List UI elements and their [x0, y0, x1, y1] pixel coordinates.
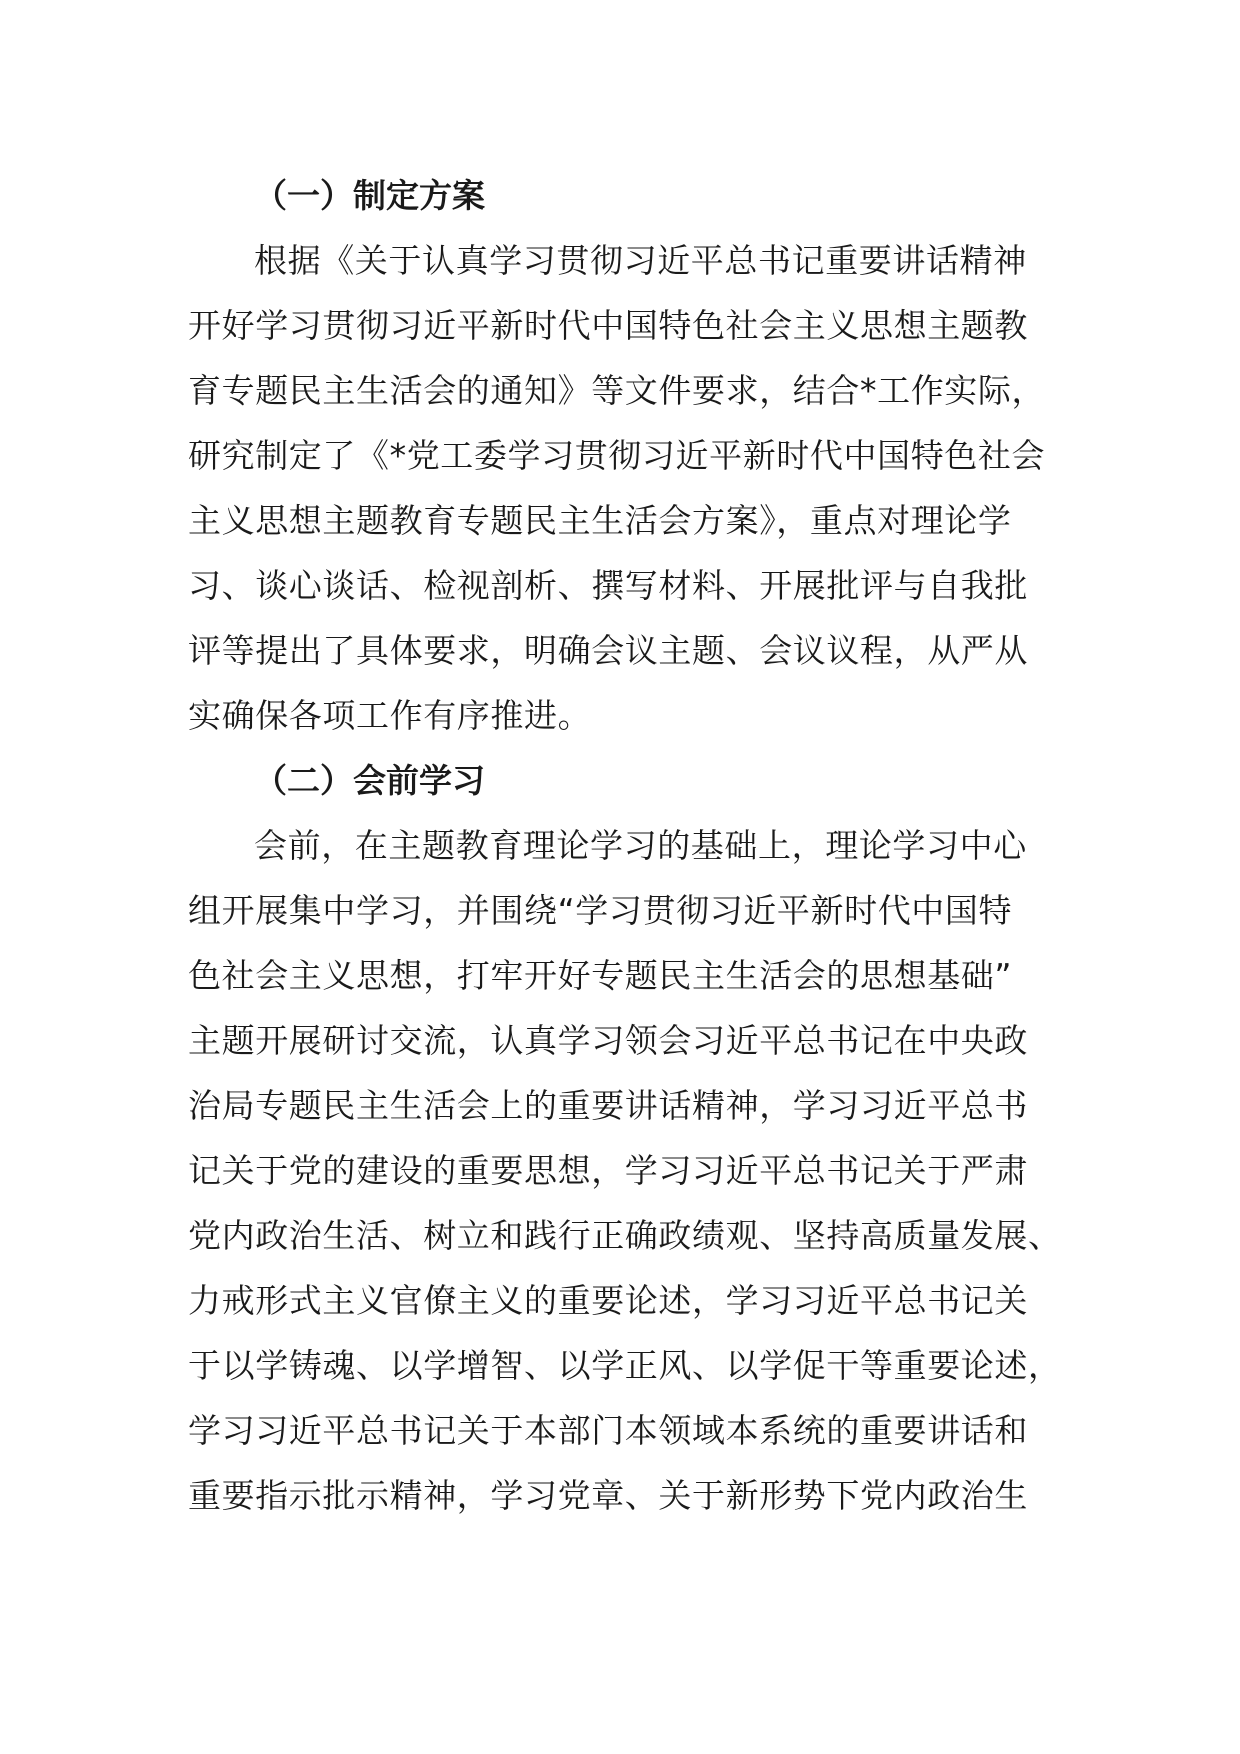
paragraph-line: 组开展集中学习，并围绕“学习贯彻习近平新时代中国特 — [188, 891, 1013, 930]
section-heading-1: （一）制定方案 — [254, 176, 485, 215]
paragraph-line: 育专题民主生活会的通知》等文件要求，结合*工作实际， — [188, 371, 1046, 410]
paragraph-line: 会前，在主题教育理论学习的基础上，理论学习中心 — [254, 826, 1027, 865]
paragraph-line: 色社会主义思想，打牢开好专题民主生活会的思想基础” — [188, 956, 1013, 995]
paragraph-line: 习、谈心谈话、检视剖析、撰写材料、开展批评与自我批 — [188, 566, 1028, 605]
section-paragraph-1 — [188, 228, 1058, 748]
paragraph-line: 记关于党的建设的重要思想，学习习近平总书记关于严肃 — [188, 1151, 1028, 1190]
paragraph-line: 于以学铸魂、以学增智、以学正风、以学促干等重要论述， — [188, 1346, 1062, 1385]
document-body — [188, 163, 1062, 1528]
paragraph-line: 实确保各项工作有序推进。 — [188, 696, 592, 735]
paragraph-line: 力戒形式主义官僚主义的重要论述，学习习近平总书记关 — [188, 1281, 1028, 1320]
paragraph-line: 主题开展研讨交流，认真学习领会习近平总书记在中央政 — [188, 1021, 1028, 1060]
paragraph-line: 研究制定了《*党工委学习贯彻习近平新时代中国特色社会 — [188, 436, 1046, 475]
paragraph-line: 治局专题民主生活会上的重要讲话精神，学习习近平总书 — [188, 1086, 1028, 1125]
paragraph-line: 开好学习贯彻习近平新时代中国特色社会主义思想主题教 — [188, 306, 1028, 345]
paragraph-line: 学习习近平总书记关于本部门本领域本系统的重要讲话和 — [188, 1411, 1028, 1450]
section-paragraph-2 — [188, 813, 1062, 1528]
paragraph-line: 重要指示批示精神，学习党章、关于新形势下党内政治生 — [188, 1476, 1028, 1515]
paragraph-line: 根据《关于认真学习贯彻习近平总书记重要讲话精神 — [254, 241, 1027, 280]
paragraph-line: 主义思想主题教育专题民主生活会方案》，重点对理论学 — [188, 501, 1012, 540]
section-heading-2: （二）会前学习 — [254, 761, 485, 800]
paragraph-line: 评等提出了具体要求，明确会议主题、会议议程，从严从 — [188, 631, 1028, 670]
paragraph-line: 党内政治生活、树立和践行正确政绩观、坚持高质量发展、 — [188, 1216, 1062, 1255]
